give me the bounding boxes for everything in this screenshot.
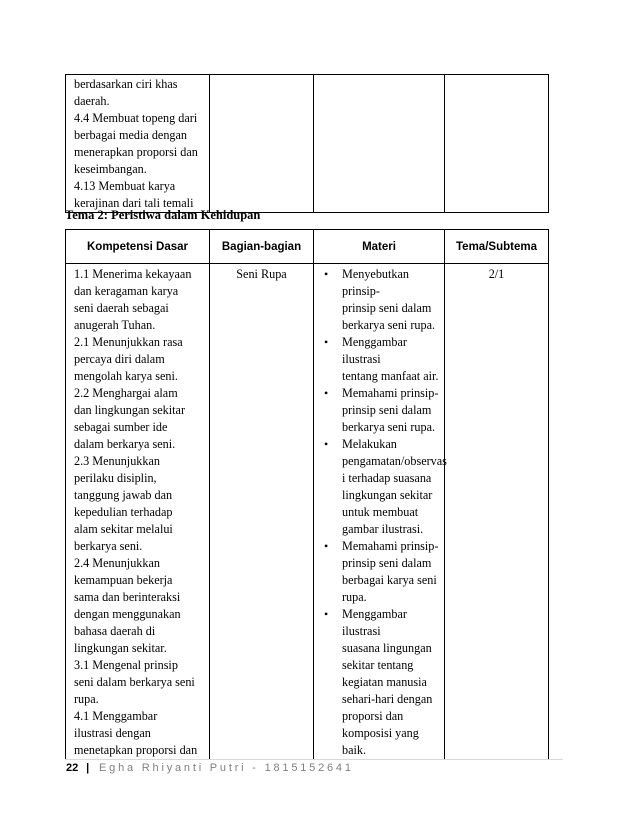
- text-line: seni dalam berkarya seni: [74, 675, 195, 689]
- text-line: dan lingkungan sekitar: [74, 403, 186, 417]
- text-line: dan keragaman karya: [74, 284, 179, 298]
- text-line: 4.1 Menggambar: [74, 709, 158, 723]
- text-line: tanggung jawab dan: [74, 488, 173, 502]
- text-line: sebagai sumber ide: [74, 420, 168, 434]
- materi-line: prinsip seni dalam: [342, 301, 432, 315]
- materi-item: [320, 436, 447, 538]
- footer-separator: |: [86, 762, 90, 774]
- text-line: 2.2 Menghargai alam: [74, 386, 178, 400]
- tema-cell: 2/1: [445, 264, 549, 760]
- materi-line: • Menyebutkan prinsip-: [342, 267, 410, 298]
- bagian-cell: [210, 75, 314, 213]
- materi-line: berbagai karya seni: [342, 573, 437, 587]
- section-title: Tema 2: Peristiwa dalam Kehidupan: [65, 208, 261, 222]
- materi-line: • Memahami prinsip-: [342, 386, 439, 400]
- text-line: 4.4 Membuat topeng dari: [74, 111, 198, 125]
- materi-cell: [314, 264, 445, 760]
- text-line: 4.13 Membuat karya: [74, 179, 176, 193]
- page-number: 22: [66, 762, 79, 774]
- text-line: rupa.: [74, 692, 99, 706]
- header-tema-subtema: Tema/Subtema: [445, 230, 549, 264]
- curriculum-table: [65, 229, 549, 760]
- text-line: berdasarkan ciri khas: [74, 77, 178, 91]
- text-line: percaya diri dalam: [74, 352, 165, 366]
- materi-item: [320, 606, 440, 759]
- header-kompetensi-dasar: Kompetensi Dasar: [66, 230, 210, 264]
- text-line: seni daerah sebagai: [74, 301, 169, 315]
- text-line: 2.3 Menunjukkan: [74, 454, 160, 468]
- materi-item: [320, 385, 440, 436]
- text-line: dengan menggunakan: [74, 607, 181, 621]
- text-line: keseimbangan.: [74, 162, 147, 176]
- materi-line: gambar ilustrasi.: [342, 522, 424, 536]
- materi-line: tentang manfaat air.: [342, 369, 439, 383]
- materi-line: pengamatan/observas: [342, 454, 447, 468]
- text-line: dalam berkarya seni.: [74, 437, 176, 451]
- text-line: berkarya seni.: [74, 539, 143, 553]
- materi-line: rupa.: [342, 590, 367, 604]
- text-line: lingkungan sekitar.: [74, 641, 167, 655]
- materi-item: [320, 538, 440, 606]
- materi-line: prinsip seni dalam: [342, 556, 432, 570]
- tema-cell: [445, 75, 549, 213]
- table-row: [66, 264, 549, 760]
- bagian-cell: Seni Rupa: [210, 264, 314, 760]
- header-bagian-bagian: Bagian-bagian: [210, 230, 314, 264]
- text-line: berbagai media dengan: [74, 128, 188, 142]
- materi-line: komposisi yang baik.: [342, 726, 419, 757]
- footer-divider: [65, 759, 563, 760]
- materi-line: • Melakukan: [342, 437, 397, 451]
- materi-line: i terhadap suasana: [342, 471, 432, 485]
- text-line: ilustrasi dengan: [74, 726, 151, 740]
- text-line: mengolah karya seni.: [74, 369, 178, 383]
- materi-cell: [314, 75, 445, 213]
- materi-line: • Menggambar ilustrasi: [342, 607, 407, 638]
- text-line: kemampuan bekerja: [74, 573, 173, 587]
- materi-line: untuk membuat: [342, 505, 419, 519]
- text-line: kerajinan dari tali temali: [74, 196, 194, 210]
- text-line: menerapkan proporsi dan: [74, 145, 198, 159]
- materi-line: lingkungan sekitar: [342, 488, 433, 502]
- header-materi: Materi: [314, 230, 445, 264]
- footer-author: Egha Rhiyanti Putri - 1815152641: [99, 762, 354, 774]
- text-line: 3.1 Mengenal prinsip: [74, 658, 178, 672]
- materi-list: [320, 266, 447, 759]
- text-line: anugerah Tuhan.: [74, 318, 156, 332]
- materi-line: • Memahami prinsip-: [342, 539, 439, 553]
- materi-line: berkarya seni rupa.: [342, 420, 436, 434]
- kompetensi-cell: [66, 264, 210, 760]
- text-line: 2.1 Menunjukkan rasa: [74, 335, 183, 349]
- materi-line: kegiatan manusia: [342, 675, 427, 689]
- text-line: menetapkan proporsi dan: [74, 743, 198, 757]
- text-line: daerah.: [74, 94, 110, 108]
- text-line: sama dan berinteraksi: [74, 590, 181, 604]
- text-line: 2.4 Menunjukkan: [74, 556, 160, 570]
- materi-line: • Menggambar ilustrasi: [342, 335, 407, 366]
- text-line: alam sekitar melalui: [74, 522, 173, 536]
- text-line: 1.1 Menerima kekayaan: [74, 267, 192, 281]
- text-line: bahasa daerah di: [74, 624, 156, 638]
- table-header-row: [66, 230, 549, 264]
- table-row: [66, 75, 549, 213]
- materi-line: sekitar tentang: [342, 658, 414, 672]
- materi-line: proporsi dan: [342, 709, 404, 723]
- materi-item: [320, 334, 440, 385]
- materi-item: [320, 266, 440, 334]
- page-footer: [66, 762, 354, 774]
- materi-line: suasana lingungan: [342, 641, 432, 655]
- top-table-continuation: [65, 74, 549, 213]
- kompetensi-cell: [66, 75, 210, 213]
- materi-line: prinsip seni dalam: [342, 403, 432, 417]
- materi-line: sehari-hari dengan: [342, 692, 433, 706]
- materi-line: berkarya seni rupa.: [342, 318, 436, 332]
- text-line: kepedulian terhadap: [74, 505, 173, 519]
- text-line: perilaku disiplin,: [74, 471, 157, 485]
